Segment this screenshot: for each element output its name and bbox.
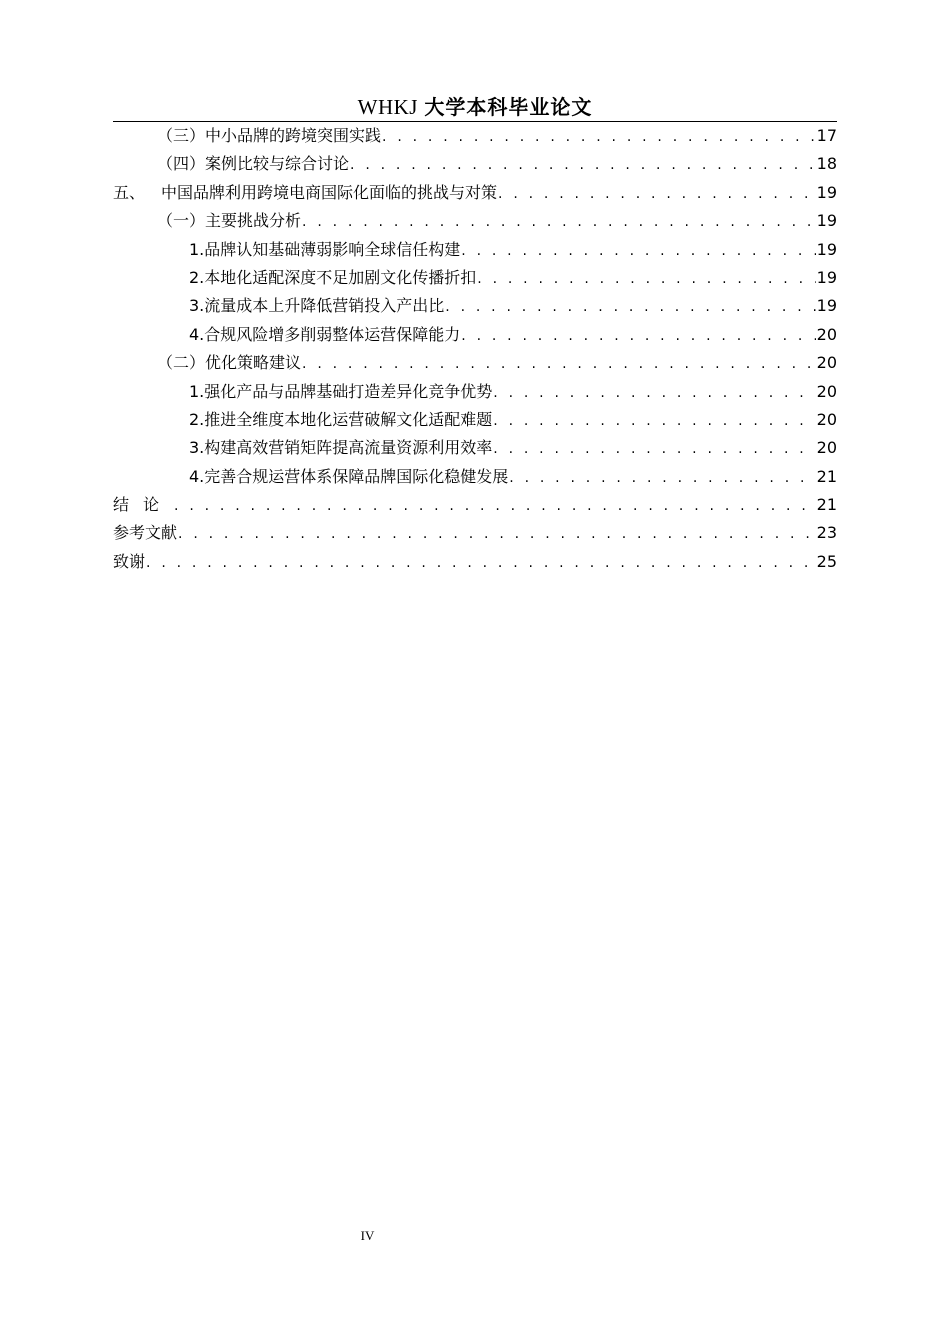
- toc-entry-page: 19: [816, 267, 837, 287]
- toc-entry[interactable]: [113, 122, 837, 150]
- toc-entry-page: 20: [816, 409, 837, 429]
- toc-entry-page: 20: [816, 353, 837, 373]
- toc-entry-page: 19: [816, 182, 837, 202]
- toc-entry[interactable]: [113, 378, 837, 406]
- toc-entry-page: 21: [816, 466, 837, 486]
- toc-dot-leader: [382, 123, 816, 151]
- toc-entry-title: 3.构建高效营销矩阵提高流量资源利用效率: [189, 438, 493, 458]
- toc-entry-page: 17: [816, 126, 837, 145]
- toc-entry[interactable]: [113, 179, 837, 207]
- toc-entry-title: 2.本地化适配深度不足加剧文化传播折扣: [189, 267, 477, 287]
- toc-dot-leader: [146, 549, 816, 577]
- toc-dot-leader: [302, 350, 816, 378]
- toc-entry[interactable]: [113, 349, 837, 377]
- table-of-contents: [113, 122, 837, 576]
- toc-entry-page: 18: [816, 154, 837, 174]
- toc-entry-title: 致谢: [113, 551, 146, 571]
- toc-entry-title: 4.完善合规运营体系保障品牌国际化稳健发展: [189, 466, 509, 486]
- toc-entry-page: 19: [816, 211, 837, 231]
- toc-entry-title: （四）案例比较与综合讨论: [157, 154, 350, 174]
- header-title: 大学本科毕业论文: [424, 95, 593, 119]
- toc-dot-leader: [461, 322, 815, 350]
- toc-dot-leader: [477, 265, 815, 293]
- toc-entry-title: 结论: [113, 495, 174, 515]
- toc-entry[interactable]: [113, 406, 837, 434]
- toc-entry[interactable]: [113, 236, 837, 264]
- toc-entry-page: 19: [816, 239, 837, 259]
- toc-entry-page: 23: [816, 523, 837, 543]
- toc-entry-title: 3.流量成本上升降低营销投入产出比: [189, 296, 445, 316]
- toc-entry[interactable]: [113, 548, 837, 576]
- page-number: IV: [360, 1228, 375, 1243]
- toc-entry[interactable]: [113, 519, 837, 547]
- toc-dot-leader: [498, 180, 816, 208]
- toc-entry-title: 1.品牌认知基础薄弱影响全球信任构建: [189, 239, 461, 259]
- header-latin: WHKJ: [357, 95, 418, 119]
- toc-entry[interactable]: [113, 150, 837, 178]
- toc-entry-page: 20: [816, 324, 837, 344]
- toc-entry-page: 20: [816, 438, 837, 458]
- toc-dot-leader: [445, 293, 815, 321]
- toc-dot-leader: [493, 407, 815, 435]
- toc-dot-leader: [174, 492, 816, 520]
- toc-entry-title: 参考文献: [113, 523, 178, 543]
- toc-dot-leader: [461, 237, 815, 265]
- toc-dot-leader: [493, 379, 815, 407]
- toc-entry-title: 中国品牌利用跨境电商国际化面临的挑战与对策: [161, 182, 498, 202]
- toc-entry-page: 20: [816, 381, 837, 401]
- toc-entry-title: （一）主要挑战分析: [157, 211, 302, 231]
- toc-dot-leader: [493, 435, 815, 463]
- toc-entry[interactable]: [113, 264, 837, 292]
- toc-entry[interactable]: [113, 463, 837, 491]
- toc-entry[interactable]: [113, 491, 837, 519]
- toc-entry-page: 25: [816, 551, 837, 571]
- toc-dot-leader: [178, 520, 816, 548]
- toc-entry[interactable]: [113, 434, 837, 462]
- toc-entry-number: 五、: [113, 182, 146, 202]
- toc-dot-leader: [350, 151, 816, 179]
- toc-entry-title: 2.推进全维度本地化运营破解文化适配难题: [189, 409, 493, 429]
- page-header: [113, 92, 837, 122]
- toc-entry-title: 4.合规风险增多削弱整体运营保障能力: [189, 324, 461, 344]
- toc-dot-leader: [302, 208, 816, 236]
- toc-entry-page: 21: [816, 495, 837, 515]
- toc-entry-title: （二）优化策略建议: [157, 353, 302, 373]
- toc-entry[interactable]: [113, 207, 837, 235]
- toc-entry-title: 1.强化产品与品牌基础打造差异化竞争优势: [189, 381, 493, 401]
- toc-entry-title: （三）中小品牌的跨境突围实践: [157, 126, 382, 145]
- toc-entry[interactable]: [113, 292, 837, 320]
- toc-entry[interactable]: [113, 321, 837, 349]
- toc-entry-page: 19: [816, 296, 837, 316]
- toc-dot-leader: [509, 464, 815, 492]
